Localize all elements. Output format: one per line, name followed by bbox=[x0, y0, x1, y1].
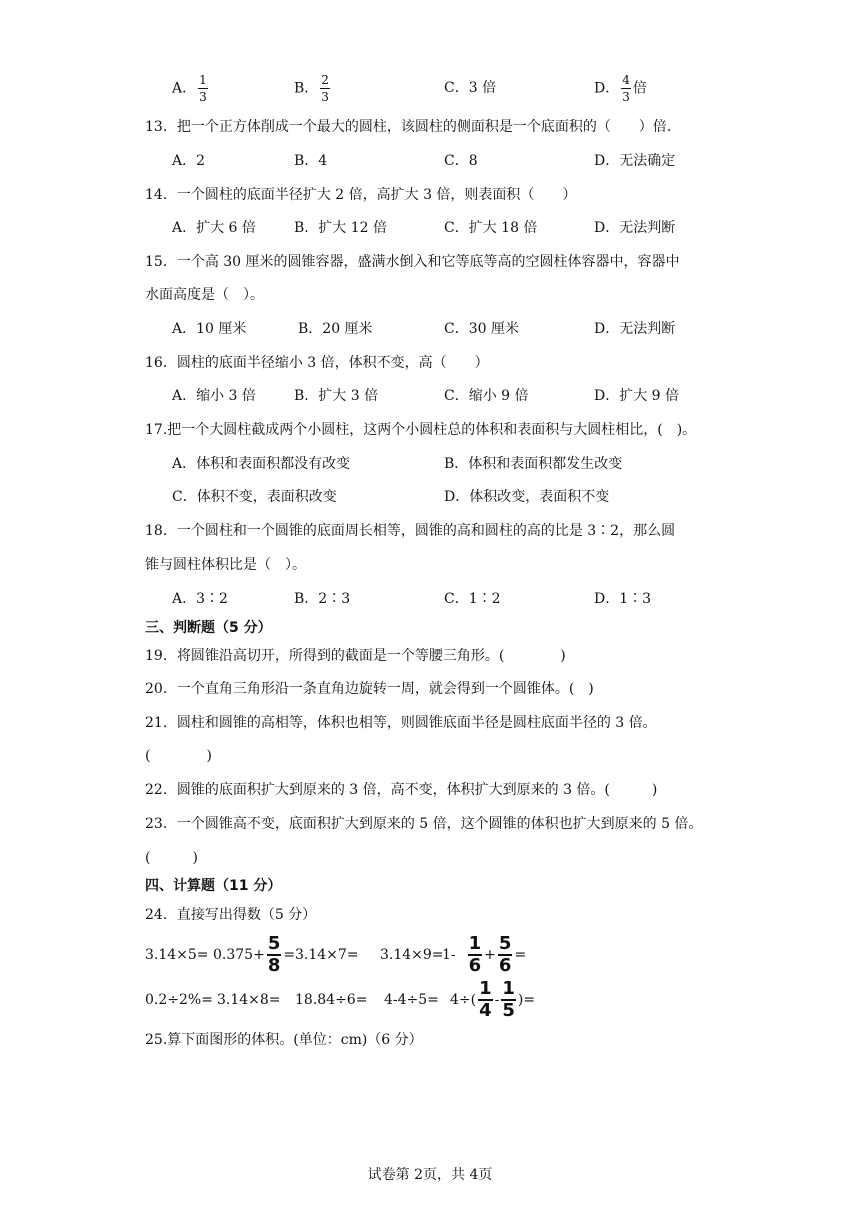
fraction: $\frac{4}{3}$ bbox=[622, 73, 630, 104]
q22-stem: 22．圆锥的底面积扩大到原来的 3 倍，高不变，体积扩大到原来的 3 倍。( ) bbox=[145, 782, 658, 798]
section-title-calculation: 四、计算题（11 分） bbox=[145, 878, 282, 894]
q13-option-b[interactable]: B．4 bbox=[294, 153, 328, 169]
q24-stem: 24．直接写出得数（5 分） bbox=[145, 907, 317, 923]
q20-stem: 20．一个直角三角形沿一条直角边旋转一周，就会得到一个圆锥体。( ) bbox=[145, 681, 594, 697]
q13-option-a[interactable]: A．2 bbox=[172, 153, 206, 169]
section-title-judgement: 三、判断题（5 分） bbox=[145, 620, 272, 636]
q16-option-c[interactable]: C．缩小 9 倍 bbox=[444, 388, 529, 404]
q18-stem-line2: 锥与圆柱体积比是（ ）。 bbox=[145, 557, 306, 573]
q15-stem-line1: 15．一个高 30 厘米的圆锥容器，盛满水倒入和它等底等高的空圆柱体容器中，容器中 bbox=[145, 254, 680, 270]
q13-stem: 13．把一个正方体削成一个最大的圆柱，该圆柱的侧面积是一个底面积的（ ）倍. bbox=[145, 119, 672, 135]
q16-option-b[interactable]: B．扩大 3 倍 bbox=[294, 388, 379, 404]
fraction: $\frac{5}{6}$ bbox=[498, 933, 512, 976]
fraction: $\frac{5}{8}$ bbox=[267, 933, 281, 976]
q14-option-b[interactable]: B．扩大 12 倍 bbox=[294, 220, 388, 236]
fraction: $\frac{2}{3}$ bbox=[321, 73, 329, 104]
q12-option-b[interactable]: B． $\frac{2}{3}$ bbox=[294, 73, 329, 104]
q24-expr-6: 0.2÷2%= bbox=[145, 992, 213, 1008]
q12-option-d[interactable]: D． $\frac{4}{3}$ 倍 bbox=[594, 73, 647, 104]
q17-option-a[interactable]: A．体积和表面积都没有改变 bbox=[172, 456, 351, 472]
q13-option-c[interactable]: C．8 bbox=[444, 153, 478, 169]
page-footer: 试卷第 2页，共 4页 bbox=[367, 1167, 493, 1183]
q23-stem: 23．一个圆锥高不变，底面积扩大到原来的 5 倍，这个圆锥的体积也扩大到原来的 5 倍。 bbox=[145, 816, 703, 832]
q21-stem: 21．圆柱和圆锥的高相等，体积也相等，则圆锥底面半径是圆柱底面半径的 3 倍。 bbox=[145, 715, 657, 731]
q14-stem: 14．一个圆柱的底面半径扩大 2 倍，高扩大 3 倍，则表面积（ ） bbox=[145, 187, 577, 203]
q24-expr-2: 0.375+ $\frac{5}{8}$ = bbox=[213, 933, 296, 976]
q14-option-a[interactable]: A．扩大 6 倍 bbox=[172, 220, 256, 236]
q16-option-a[interactable]: A．缩小 3 倍 bbox=[172, 388, 256, 404]
q21-answer-blank[interactable]: ( ) bbox=[145, 748, 212, 764]
q12-option-a[interactable]: A． $\frac{1}{3}$ bbox=[172, 73, 207, 104]
q16-option-d[interactable]: D．扩大 9 倍 bbox=[594, 388, 680, 404]
q17-option-d[interactable]: D．体积改变，表面积不变 bbox=[444, 489, 610, 505]
q23-answer-blank[interactable]: ( ) bbox=[145, 850, 198, 866]
q12-option-c[interactable]: C．3 倍 bbox=[444, 80, 497, 96]
fraction: $\frac{1}{4}$ bbox=[479, 978, 492, 1021]
q24-expr-9: 4-4÷5= bbox=[384, 992, 439, 1008]
q17-option-c[interactable]: C．体积不变，表面积改变 bbox=[172, 489, 337, 505]
q24-expr-7: 3.14×8= bbox=[217, 992, 281, 1008]
q17-stem: 17.把一个大圆柱截成两个小圆柱，这两个小圆柱总的体积和表面积与大圆柱相比，( )。 bbox=[145, 422, 697, 438]
fraction: $\frac{1}{3}$ bbox=[199, 73, 207, 104]
q24-expr-3: 3.14×7= bbox=[295, 947, 359, 963]
fraction: $\frac{1}{5}$ bbox=[502, 978, 515, 1021]
q13-option-d[interactable]: D．无法确定 bbox=[594, 153, 676, 169]
q25-stem: 25.算下面图形的体积。(单位：cm)（6 分） bbox=[145, 1032, 423, 1048]
q18-option-c[interactable]: C．1∶2 bbox=[444, 591, 501, 607]
q14-option-d[interactable]: D．无法判断 bbox=[594, 220, 676, 236]
q17-option-b[interactable]: B．体积和表面积都发生改变 bbox=[444, 456, 623, 472]
q18-option-b[interactable]: B．2∶3 bbox=[294, 591, 351, 607]
q18-option-a[interactable]: A．3∶2 bbox=[172, 591, 228, 607]
q24-expr-4: 3.14×9= bbox=[380, 947, 444, 963]
q15-option-d[interactable]: D．无法判断 bbox=[594, 321, 676, 337]
q24-expr-10: 4÷( $\frac{1}{4}$ - $\frac{1}{5}$ )= bbox=[450, 978, 536, 1021]
q15-option-c[interactable]: C．30 厘米 bbox=[444, 321, 519, 337]
q16-stem: 16．圆柱的底面半径缩小 3 倍，体积不变，高（ ） bbox=[145, 355, 489, 371]
q15-option-b[interactable]: B．20 厘米 bbox=[298, 321, 373, 337]
q15-stem-line2: 水面高度是（ ）。 bbox=[145, 287, 264, 303]
q14-option-c[interactable]: C．扩大 18 倍 bbox=[444, 220, 538, 236]
q19-stem: 19．将圆锥沿高切开，所得到的截面是一个等腰三角形。( ) bbox=[145, 648, 566, 664]
q24-expr-5: 1- $\frac{1}{6}$ + $\frac{5}{6}$ = bbox=[442, 933, 527, 976]
q24-expr-1: 3.14×5= bbox=[145, 947, 209, 963]
q18-option-d[interactable]: D．1∶3 bbox=[594, 591, 652, 607]
q18-stem-line1: 18．一个圆柱和一个圆锥的底面周长相等，圆锥的高和圆柱的高的比是 3∶2，那么圆 bbox=[145, 523, 676, 539]
fraction: $\frac{1}{6}$ bbox=[468, 933, 482, 976]
q24-expr-8: 18.84÷6= bbox=[295, 992, 368, 1008]
q15-option-a[interactable]: A．10 厘米 bbox=[172, 321, 247, 337]
